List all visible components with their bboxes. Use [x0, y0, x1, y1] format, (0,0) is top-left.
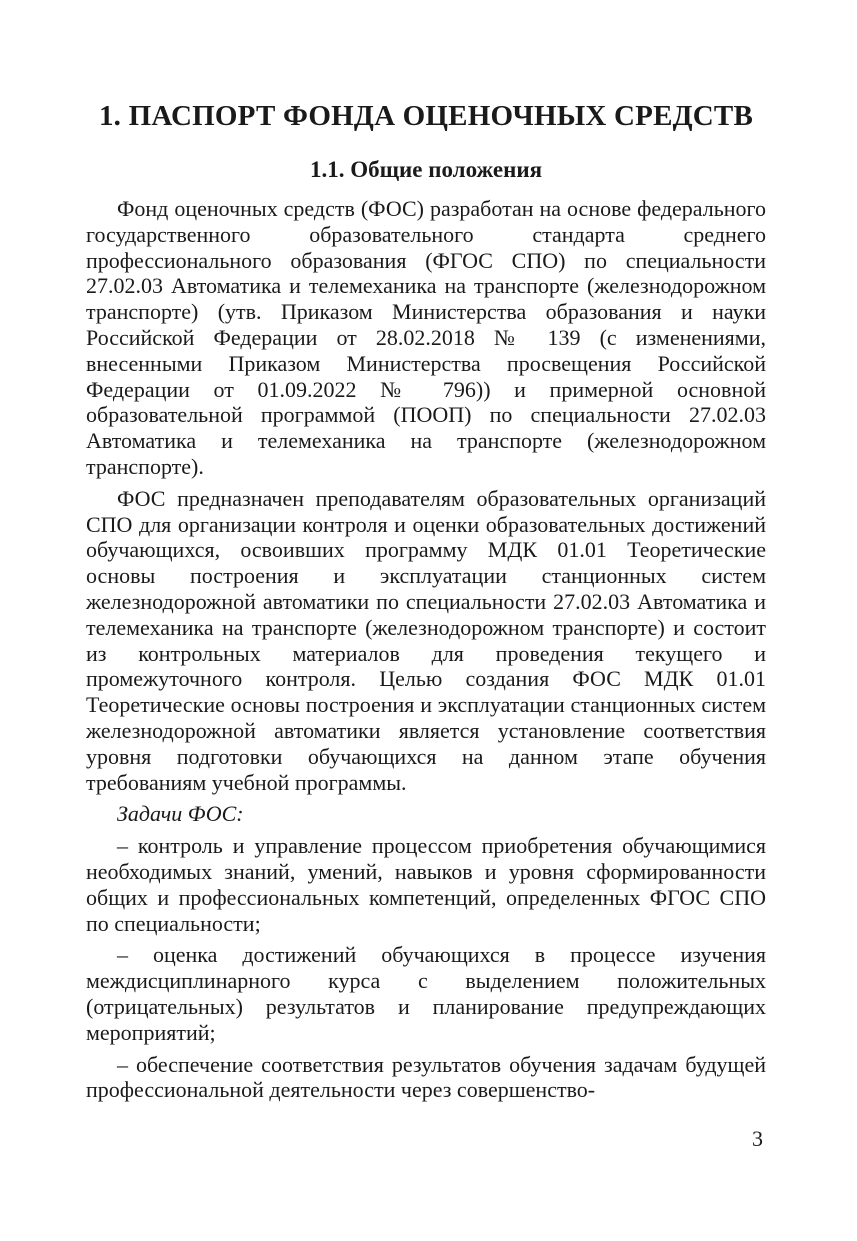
chapter-title: 1. ПАСПОРТ ФОНДА ОЦЕНОЧНЫХ СРЕДСТВ: [98, 100, 754, 132]
page-number: 3: [752, 1126, 763, 1151]
task-item-assessment: – оценка достижений обучающихся в процессе изучения междисциплинарного курса с выделением положительных (отрицательных) результатов и планирование предупреждающих мероприятий;: [86, 942, 766, 1045]
task-item-compliance: – обеспечение соответствия результатов обучения задачам будущей профессиональной деятельности через совершенство-: [86, 1051, 766, 1103]
task-item-control: – контроль и управление процессом приобретения обучающимися необходимых знаний, умений, навыков и уровня сформированности общих и профессиональных компетенций, определенных ФГОС СПО по специальности;: [86, 833, 766, 936]
tasks-heading: Задачи ФОС:: [117, 801, 244, 827]
paragraph-fos-purpose: ФОС предназначен преподавателям образовательных организаций СПО для организации контроля и оценки образовательных достижений обучающихся, освоивших программу МДК 01.01 Теоретические основы построения и эксплуатации станционных систем железнодорожной автоматики по специальности 27.02.03 Автоматика и телемеханика на транспорте (железнодорожном транспорте) и состоит из контрольных материалов для проведения текущего и промежуточного контроля. Целью создания ФОС МДК 01.01 Теоретические основы построения и эксплуатации станционных систем железнодорожной автоматики является установление соответствия уровня подготовки обучающихся на данном этапе обучения требованиям учебной программы.: [86, 485, 766, 795]
paragraph-fos-basis: Фонд оценочных средств (ФОС) разработан на основе федерального государственного образовательного стандарта среднего профессионального образования (ФГОС СПО) по специальности 27.02.03 Автоматика и телемеханика на транспорте (железнодорожном транспорте) (утв. Приказом Министерства образования и науки Российской Федерации от 28.02.2018 № 139 (с изменениями, внесенными Приказом Министерства просвещения Российской Федерации от 01.09.2022 № 796)) и примерной основной образовательной программой (ПООП) по специальности 27.02.03 Автоматика и телемеханика на транспорте (железнодорожном транспорте).: [86, 196, 766, 479]
section-title: 1.1. Общие положения: [309, 157, 543, 182]
document-page: [86, 96, 766, 1103]
